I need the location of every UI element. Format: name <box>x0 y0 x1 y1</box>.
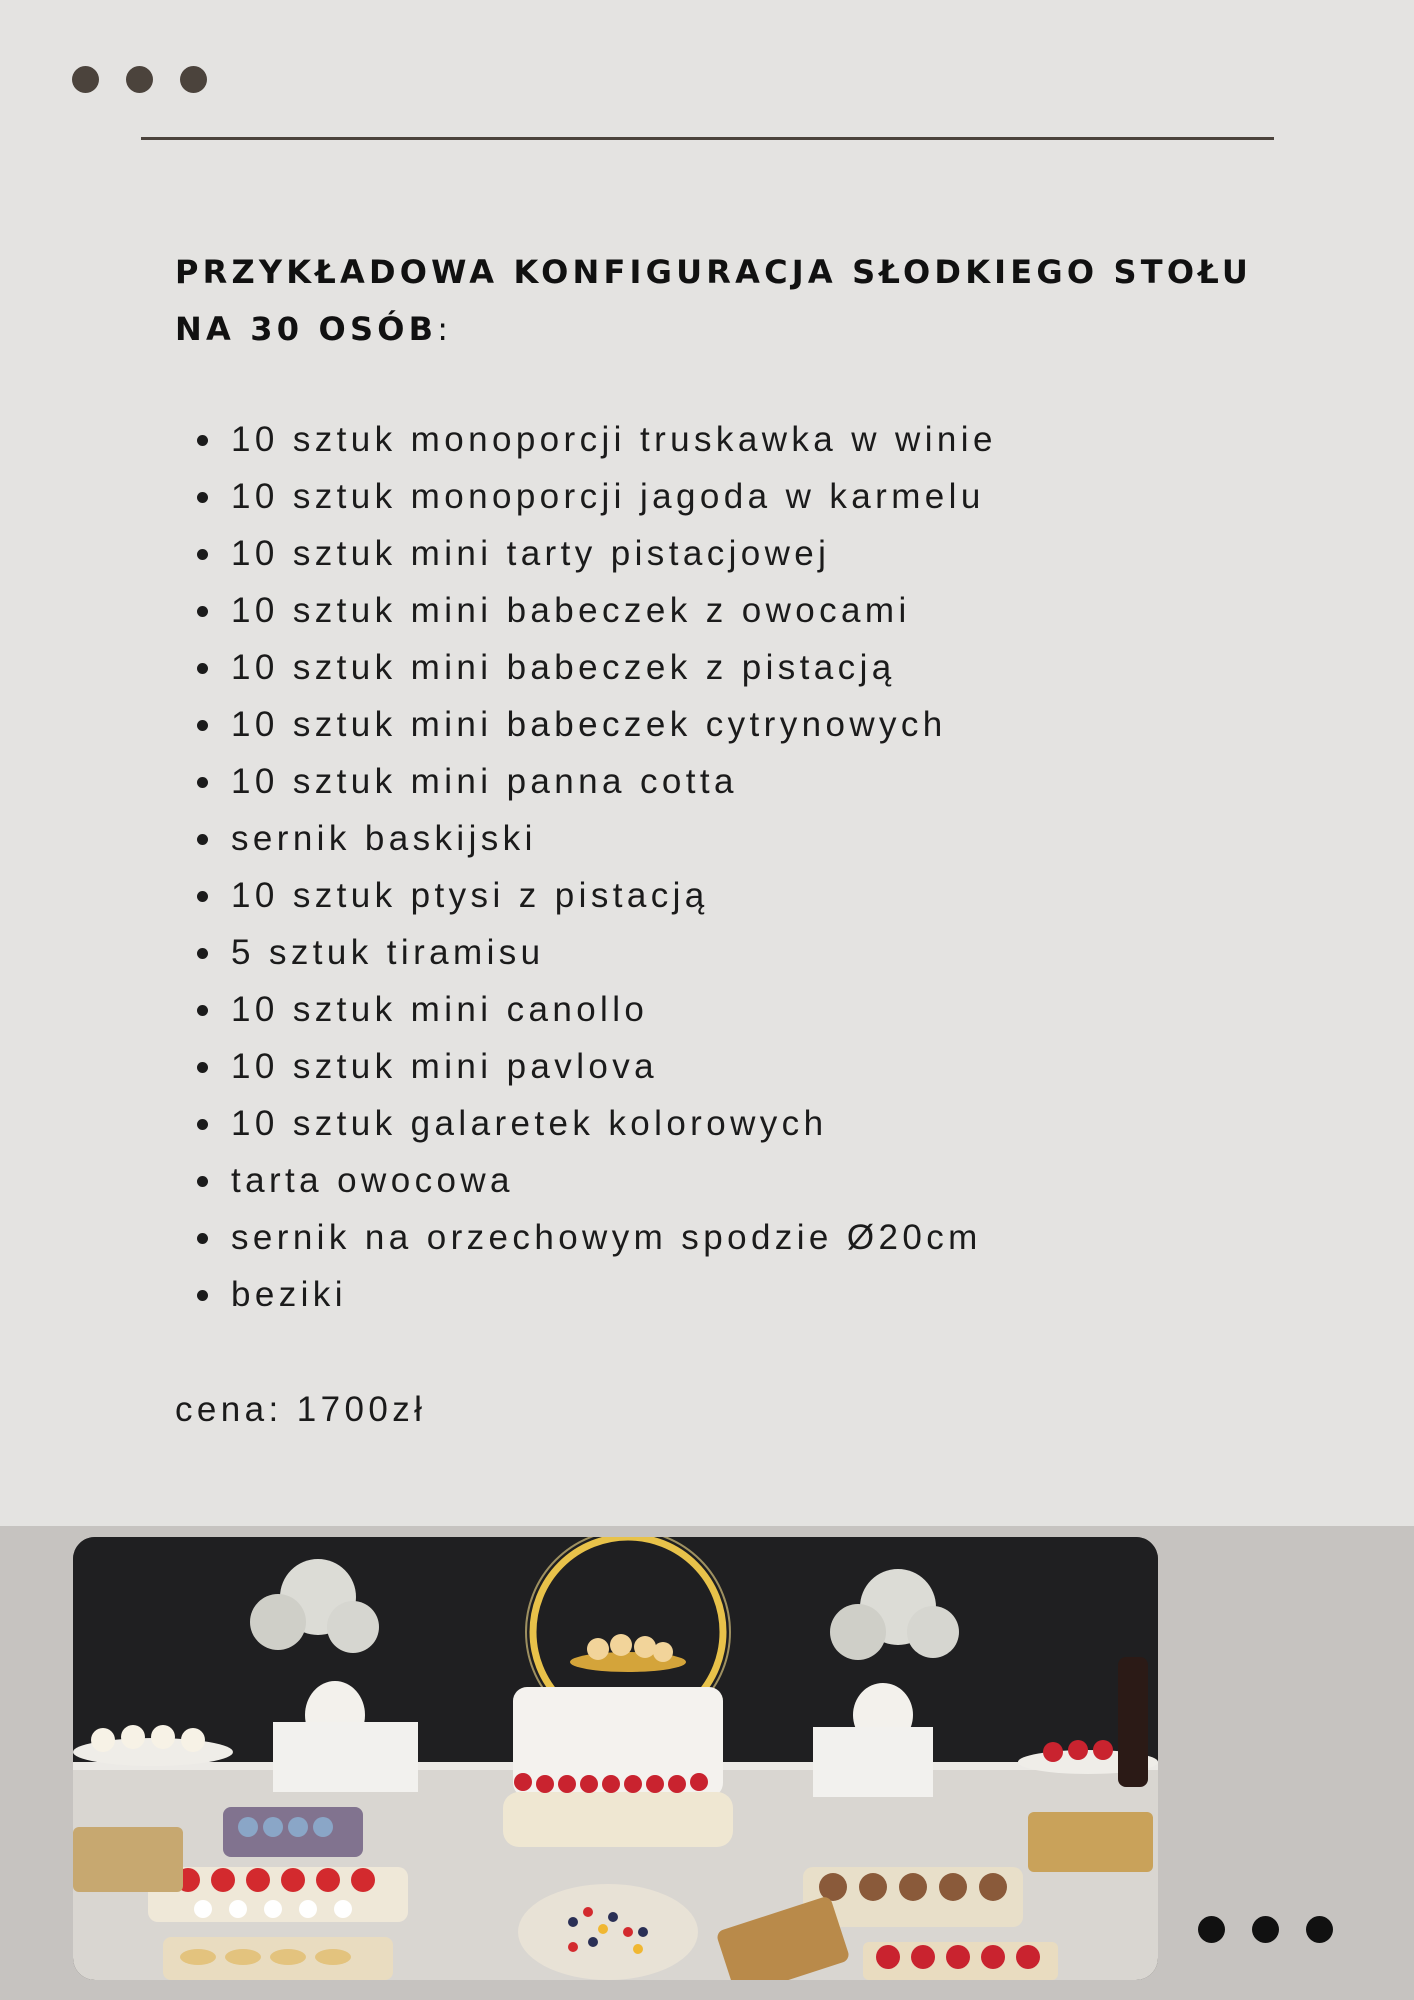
list-item: 10 sztuk mini babeczek z owocami <box>231 582 997 639</box>
list-item: 10 sztuk galaretek kolorowych <box>231 1095 997 1152</box>
list-item: 10 sztuk monoporcji jagoda w karmelu <box>231 468 997 525</box>
list-item: sernik na orzechowym spodzie Ø20cm <box>231 1209 997 1266</box>
list-item: 10 sztuk monoporcji truskawka w winie <box>231 411 997 468</box>
dessert-list <box>175 411 997 1323</box>
dot-icon <box>180 66 207 93</box>
title-guests: NA 30 OSÓB <box>175 310 438 348</box>
list-item: 10 sztuk mini pavlova <box>231 1038 997 1095</box>
bottom-dots-decoration-icon <box>1198 1916 1333 1943</box>
dot-icon <box>72 66 99 93</box>
list-item: beziki <box>231 1266 997 1323</box>
dot-icon <box>1252 1916 1279 1943</box>
dessert-table-photo <box>73 1537 1158 1980</box>
top-dots-decoration-icon <box>72 66 207 93</box>
list-item: 10 sztuk ptysi z pistacją <box>231 867 997 924</box>
dessert-table-illustration <box>73 1537 1158 1980</box>
title-line-1: PRZYKŁADOWA KONFIGURACJA SŁODKIEGO STOŁU <box>175 253 1253 291</box>
list-item: tarta owocowa <box>231 1152 997 1209</box>
title-line-2 <box>175 301 1275 358</box>
divider-line <box>141 137 1274 140</box>
page-title <box>175 244 1275 358</box>
list-item: sernik baskijski <box>231 810 997 867</box>
list-item: 10 sztuk mini babeczek z pistacją <box>231 639 997 696</box>
price-label: cena: 1700zł <box>175 1390 427 1429</box>
dot-icon <box>1198 1916 1225 1943</box>
dot-icon <box>126 66 153 93</box>
list-item: 10 sztuk mini canollo <box>231 981 997 1038</box>
title-colon: : <box>437 310 453 348</box>
list-item: 10 sztuk mini babeczek cytrynowych <box>231 696 997 753</box>
list-item: 10 sztuk mini panna cotta <box>231 753 997 810</box>
list-item: 5 sztuk tiramisu <box>231 924 997 981</box>
list-item: 10 sztuk mini tarty pistacjowej <box>231 525 997 582</box>
dot-icon <box>1306 1916 1333 1943</box>
